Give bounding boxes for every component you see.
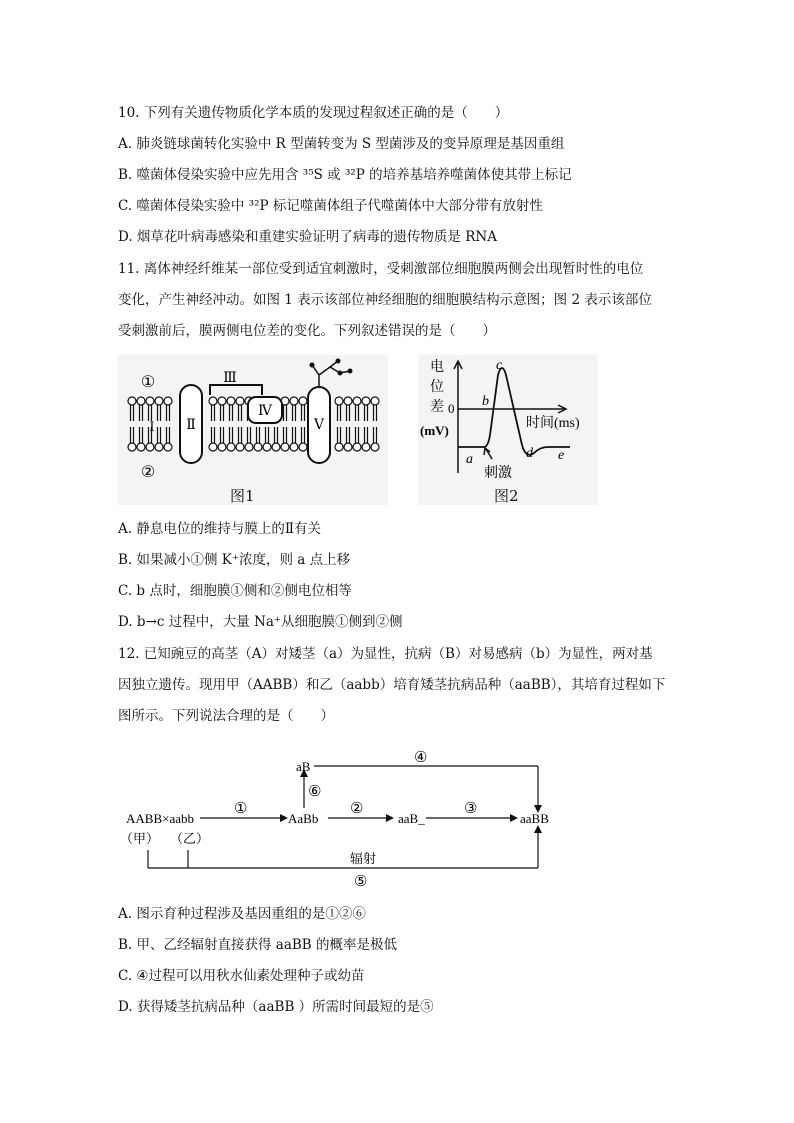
fig2-y-unit: (mV) xyxy=(420,423,449,438)
diagram-step-3: ③ xyxy=(464,801,478,817)
fig1-protein-iii-label: Ⅲ xyxy=(223,371,237,386)
fig1-protein-iv-label: Ⅳ xyxy=(258,404,272,419)
diagram-step-5: ⑤ xyxy=(354,874,368,890)
fig2-x-label: 时间(ms) xyxy=(526,416,580,431)
q11-option-d: D. b→c 过程中，大量 Na⁺从细胞膜①侧到②侧 xyxy=(118,614,403,630)
q10-stem: 10. 下列有关遗传物质化学本质的发现过程叙述正确的是（ ） xyxy=(118,105,509,121)
figure-2-caption: 图2 xyxy=(494,487,519,505)
figure-2-action-potential xyxy=(418,355,598,505)
diagram-parent-jia: （甲） xyxy=(120,831,160,846)
q12-stem-line-1: 12. 已知豌豆的高茎（A）对矮茎（a）为显性，抗病（B）对易感病（b）为显性，两对基 xyxy=(118,646,653,662)
breeding-flowchart xyxy=(118,745,568,890)
q11-stem-line-1: 11. 离体神经纤维某一部位受到适宜刺激时，受刺激部位细胞膜两侧会出现暂时性的电位 xyxy=(118,261,644,277)
fig1-protein-ii-label: Ⅱ xyxy=(186,418,196,433)
q12-option-d: D. 获得矮茎抗病品种（aaBB ）所需时间最短的是⑤ xyxy=(118,999,434,1015)
q12-option-c: C. ④过程可以用秋水仙素处理种子或幼苗 xyxy=(118,968,365,984)
diagram-step-6: ⑥ xyxy=(308,784,322,800)
fig2-point-a: a xyxy=(466,452,473,467)
fig2-zero-label: 0 xyxy=(448,401,455,416)
fig2-y-label-1: 电 xyxy=(430,360,444,375)
q12-stem-line-2: 因独立遗传。现用甲（AABB）和乙（aabb）培育矮茎抗病品种（aaBB），其培育过程如下 xyxy=(118,677,666,693)
diagram-step-2: ② xyxy=(350,801,364,817)
diagram-parents: AABB×aabb xyxy=(126,811,194,826)
q12-stem-line-3: 图所示。下列说法合理的是（ ） xyxy=(118,708,334,724)
q10-option-c: C. 噬菌体侵染实验中 ³²P 标记噬菌体组子代噬菌体中大部分带有放射性 xyxy=(118,198,543,214)
diagram-step-4: ④ xyxy=(414,750,428,766)
fig2-stimulus-label: 刺激 xyxy=(484,466,512,481)
q11-option-b: B. 如果减小①侧 K⁺浓度，则 a 点上移 xyxy=(118,552,351,568)
action-potential-graph xyxy=(418,355,598,505)
diagram-radiation-label: 辐射 xyxy=(350,851,377,866)
fig2-y-label-3: 差 xyxy=(430,400,444,415)
fig2-y-label-2: 位 xyxy=(430,380,444,395)
fig1-side-1-label: ① xyxy=(140,374,156,391)
fig1-protein-v-label: Ⅴ xyxy=(313,418,325,433)
q10-option-a: A. 肺炎链球菌转化实验中 R 型菌转变为 S 型菌涉及的变异原理是基因重组 xyxy=(118,136,565,152)
fig2-point-d: d xyxy=(526,446,533,461)
q10-option-b: B. 噬菌体侵染实验中应先用含 ³⁵S 或 ³²P 的培养基培养噬菌体使其带上标记 xyxy=(118,167,572,183)
fig2-point-b: b xyxy=(482,394,489,409)
q11-stem-line-2: 变化，产生神经冲动。如图 1 表示该部位神经细胞的细胞膜结构示意图；图 2 表示该部位 xyxy=(118,292,652,308)
membrane-diagram xyxy=(118,355,388,505)
breeding-diagram xyxy=(118,745,568,890)
diagram-gamete: aB xyxy=(296,759,311,774)
fig1-side-2-label: ② xyxy=(140,464,156,481)
q10-option-d: D. 烟草花叶病毒感染和重建实验证明了病毒的遗传物质是 RNA xyxy=(118,229,497,245)
figure-1-caption: 图1 xyxy=(230,487,255,505)
diagram-f1: AaBb xyxy=(288,811,319,826)
figure-1-membrane xyxy=(118,355,388,505)
q11-option-c: C. b 点时，细胞膜①侧和②侧电位相等 xyxy=(118,583,352,599)
fig2-point-c: c xyxy=(496,358,503,373)
diagram-step-1: ① xyxy=(234,801,248,817)
q12-option-b: B. 甲、乙经辐射直接获得 aaBB 的概率是极低 xyxy=(118,937,398,953)
diagram-target: aaBB xyxy=(520,811,549,826)
q12-option-a: A. 图示育种过程涉及基因重组的是①②⑥ xyxy=(118,906,366,922)
fig1-protein-i-label: Ⅰ xyxy=(149,419,155,434)
diagram-parent-yi: （乙） xyxy=(170,831,210,846)
q11-stem-line-3: 受刺激前后，膜两侧电位差的变化。下列叙述错误的是（ ） xyxy=(118,323,496,339)
q11-option-a: A. 静息电位的维持与膜上的Ⅱ有关 xyxy=(118,521,322,537)
diagram-mid: aaB_ xyxy=(398,811,425,826)
fig2-point-e: e xyxy=(558,448,565,463)
